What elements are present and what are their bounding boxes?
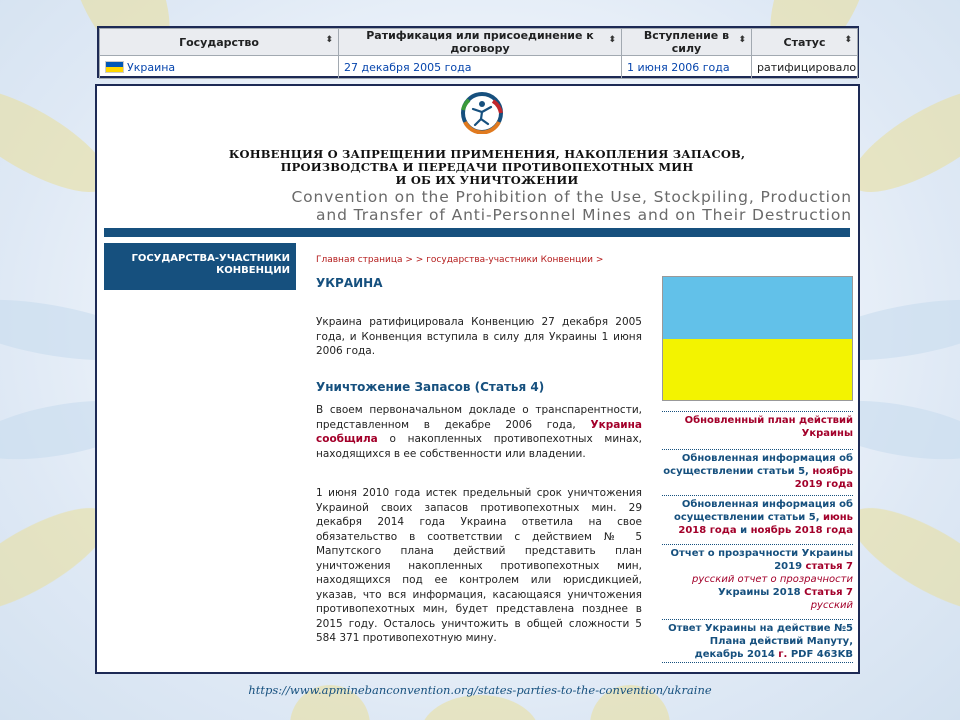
russian-title: КОНВЕНЦИЯ О ЗАПРЕЩЕНИИ ПРИМЕНЕНИЯ, НАКОПЛЕНИЯ ЗАПАСОВ, ПРОИЗВОДСТВА И ПЕРЕДАЧИ ПРОТИВОПЕХОТНЫХ МИН И ОБ ИХ УНИЧТОЖЕНИИ [228, 147, 746, 187]
section-heading: Уничтожение Запасов (Статья 4) [316, 380, 545, 394]
cell-entry-into-force-date[interactable]: 1 июня 2006 года [622, 56, 752, 79]
sort-icon[interactable]: ⬍ [738, 35, 746, 45]
breadcrumb[interactable]: Главная страница > > государства-участники Конвенции > [316, 255, 604, 265]
sidebar-states-parties[interactable]: ГОСУДАРСТВА-УЧАСТНИКИ КОНВЕНЦИИ [104, 243, 296, 290]
ukraine-flag-icon [105, 61, 124, 73]
column-header-status[interactable]: Статус ⬍ [752, 29, 858, 56]
sort-icon[interactable]: ⬍ [608, 35, 616, 45]
deadline-paragraph: 1 июня 2010 года истек предельный срок уничтожения Украиной своих запасов противопехотных мин. 29 декабря 2014 года Украина ответила на свое обязательство в соответствии с действием № 5 Мапутского плана действий представить план уничтожения накопленных противопехотных мин, находящихся под ее контролем или юрисдикцией, указав, что вся информация, касающаяся уничтожения противопехотных мин, будет представлена позднее в 2015 году. Осталось уничтожить в общей сложности 5 584 371 противопехотную мину. [316, 487, 642, 644]
ratification-table [97, 26, 859, 78]
maputo-action5-response-link[interactable]: Ответ Украины на действие №5 Плана действий Мапуту, декабрь 2014 г. PDF 463KB [662, 619, 853, 661]
cell-state[interactable]: Украина [100, 56, 339, 79]
article5-update-2018-link[interactable]: Обновленная информация об осуществлении статьи 5, июнь 2018 года и ноябрь 2018 года [662, 495, 853, 537]
column-header-state[interactable]: Государство ⬍ [100, 29, 339, 56]
english-title: Convention on the Prohibition of the Use, Stockpiling, Production and Transfer of Anti-Personnel Mines and on Their Destruction [291, 188, 852, 224]
intro-paragraph: Украина ратифицировала Конвенцию 27 декабря 2005 года, и Конвенция вступила в силу для Украины 1 июня 2006 года. [316, 316, 642, 357]
transparency-report-link[interactable]: Отчет о прозрачности Украины 2019 статья 7 русский отчет о прозрачности Украины 2018 Статья 7 русский [662, 544, 853, 612]
cell-status: ратифицировало [752, 56, 858, 79]
stockpile-paragraph: В своем первоначальном докладе о транспарентности, представленном в декабре 2006 года, Украина сообщила о накопленных противопехотных минах, находящихся в ее собственности или владении. [316, 404, 643, 460]
column-header-entry-into-force[interactable]: Вступление в силу ⬍ [622, 29, 752, 56]
sort-icon[interactable]: ⬍ [325, 35, 333, 45]
ukraine-flag [662, 276, 853, 401]
convention-logo-icon[interactable] [451, 92, 513, 134]
table-row [100, 56, 858, 79]
column-header-ratification[interactable]: Ратификация или присоединение к договору ⬍ [339, 29, 622, 56]
right-column-divider [662, 662, 853, 663]
cell-ratification-date[interactable]: 27 декабря 2005 года [339, 56, 622, 79]
sort-icon[interactable]: ⬍ [844, 35, 852, 45]
source-url[interactable]: https://www.apminebanconvention.org/states-parties-to-the-convention/ukraine [248, 683, 712, 697]
page-title: УКРАИНА [316, 276, 383, 290]
table-header-row [100, 29, 858, 56]
convention-webpage-screenshot [95, 84, 860, 674]
ukraine-reported-link[interactable]: Украина сообщила [316, 418, 642, 445]
article5-update-2019-link[interactable]: Обновленная информация об осуществлении статьи 5, ноябрь 2019 года [662, 449, 853, 491]
updated-action-plan-link[interactable]: Обновленный план действий Украины [662, 411, 853, 440]
header-divider-bar [104, 228, 850, 237]
